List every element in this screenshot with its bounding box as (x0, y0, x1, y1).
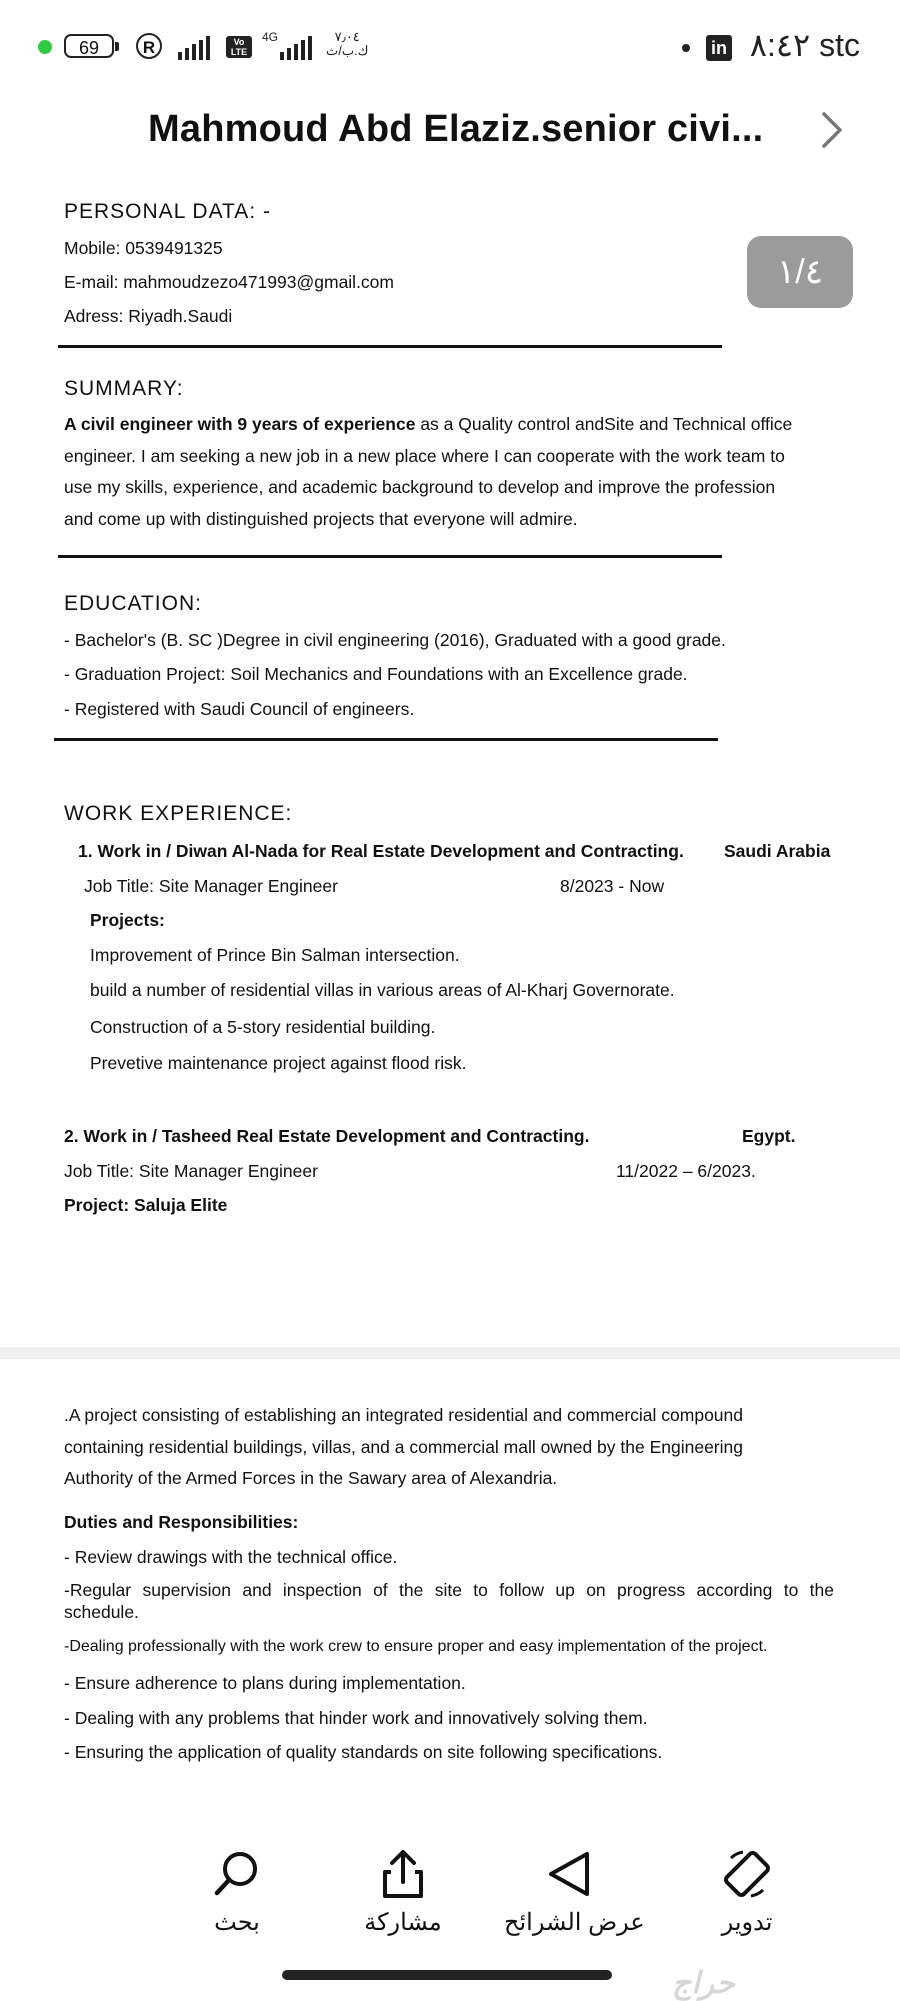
duty2-line2: schedule. (64, 1602, 139, 1622)
duty-item: - Dealing with any problems that hinder work and innovatively solving them. (64, 1708, 648, 1728)
work-heading: WORK EXPERIENCE: (64, 802, 293, 825)
page-indicator: ١/٤ (747, 236, 853, 308)
summary-line1: as a Quality control andSite and Technical office (415, 414, 793, 434)
summary-lead: A civil engineer with 9 years of experience (64, 414, 416, 434)
nav-share[interactable] (343, 1848, 463, 1937)
duty-item: - Ensuring the application of quality standards on site following specifications. (64, 1742, 663, 1762)
summary-line3: use my skills, experience, and academic background to develop and improve the profession (64, 477, 776, 497)
signal-icon-2 (280, 34, 318, 60)
nav-search-label: بحث (214, 1909, 260, 1936)
duties-heading: Duties and Responsibilities: (64, 1512, 299, 1532)
nav-slideshow-label: عرض الشرائح (504, 1909, 645, 1936)
duty-item: -Dealing professionally with the work crew to ensure proper and easy implementation of the project. (64, 1638, 768, 1655)
desc-line: containing residential buildings, villas, and a commercial mall owned by the Engineering (64, 1436, 743, 1457)
summary-heading: SUMMARY: (64, 377, 184, 400)
nav-search[interactable] (177, 1848, 297, 1937)
duty2-line1: -Regular supervision and inspection of the site to follow up on progress according to the (64, 1580, 834, 1600)
watermark: حراج (672, 1967, 735, 2000)
registered-icon: R (136, 33, 162, 59)
project-item: Improvement of Prince Bin Salman intersection. (90, 945, 460, 965)
education-heading: EDUCATION: (64, 592, 202, 615)
desc-line: .A project consisting of establishing an integrated residential and commercial compound (64, 1405, 743, 1425)
project-item: Prevetive maintenance project against flood risk. (90, 1053, 467, 1073)
mobile-text: Mobile: 0539491325 (64, 238, 223, 258)
rotate-icon (721, 1848, 773, 1900)
project-description (64, 1400, 854, 1495)
job2-country: Egypt. (742, 1126, 796, 1146)
address-text: Adress: Riyadh.Saudi (64, 306, 233, 326)
signal-icon (178, 34, 218, 60)
slideshow-play-icon (543, 1848, 595, 1900)
chevron-right-icon[interactable] (818, 110, 846, 150)
duty-item: - Review drawings with the technical office. (64, 1547, 398, 1567)
job2-title: 2. Work in / Tasheed Real Estate Development and Contracting. (64, 1126, 590, 1146)
divider (58, 345, 722, 348)
nav-slideshow[interactable] (504, 1848, 645, 1937)
clock-carrier: ٨:٤٢ stc (749, 27, 860, 63)
divider (58, 555, 722, 558)
job2-dates: 11/2022 – 6/2023. (616, 1161, 756, 1181)
document-title: Mahmoud Abd Elaziz.senior civi... (148, 108, 764, 150)
net-speed: ٧٫٠٤ ك.ب/ث (326, 29, 369, 58)
page-separator (0, 1347, 900, 1359)
education-item: - Bachelor's (B. SC )Degree in civil engineering (2016), Graduated with a good grade. (64, 630, 726, 650)
summary-line4: and come up with distinguished projects that everyone will admire. (64, 508, 578, 529)
share-icon (377, 1848, 429, 1900)
nav-share-label: مشاركة (364, 1909, 442, 1936)
job1-country: Saudi Arabia (724, 841, 831, 861)
status-right (682, 26, 860, 64)
job1-dates: 8/2023 - Now (560, 876, 665, 896)
nav-rotate-label: تدوير (721, 1909, 773, 1936)
job2-project: Project: Saluja Elite (64, 1195, 228, 1215)
projects-label: Projects: (90, 910, 165, 930)
project-item: Construction of a 5-story residential building. (90, 1017, 436, 1037)
volte-icon: Vo LTE (226, 36, 252, 58)
notification-dot (682, 44, 690, 52)
job1-title: 1. Work in / Diwan Al-Nada for Real Estate Development and Contracting. (78, 841, 684, 861)
desc-line: Authority of the Armed Forces in the Sawary area of Alexandria. (64, 1468, 558, 1488)
duty-item (64, 1579, 834, 1623)
project-item: build a number of residential villas in various areas of Al-Kharj Governorate. (90, 980, 675, 1000)
nav-rotate[interactable] (687, 1848, 807, 1937)
job2-jobtitle: Job Title: Site Manager Engineer (64, 1161, 318, 1181)
status-dot (38, 40, 52, 54)
email-text: E-mail: mahmoudzezo471993@gmail.com (64, 272, 394, 292)
battery-indicator: 69 (64, 34, 114, 58)
duty-item: - Ensure adherence to plans during implementation. (64, 1673, 466, 1693)
summary-text (64, 409, 854, 535)
home-indicator[interactable] (282, 1970, 612, 1980)
summary-line2: engineer. I am seeking a new job in a new place where I can cooperate with the work team to (64, 445, 785, 466)
search-icon (211, 1848, 263, 1900)
personal-heading: PERSONAL DATA: - (64, 200, 271, 223)
education-item: - Registered with Saudi Council of engineers. (64, 699, 415, 719)
job1-jobtitle: Job Title: Site Manager Engineer (84, 876, 338, 896)
network-type: 4G (262, 30, 279, 44)
divider (54, 738, 718, 741)
linkedin-icon: in (706, 35, 732, 61)
education-item: - Graduation Project: Soil Mechanics and Foundations with an Excellence grade. (64, 664, 688, 684)
